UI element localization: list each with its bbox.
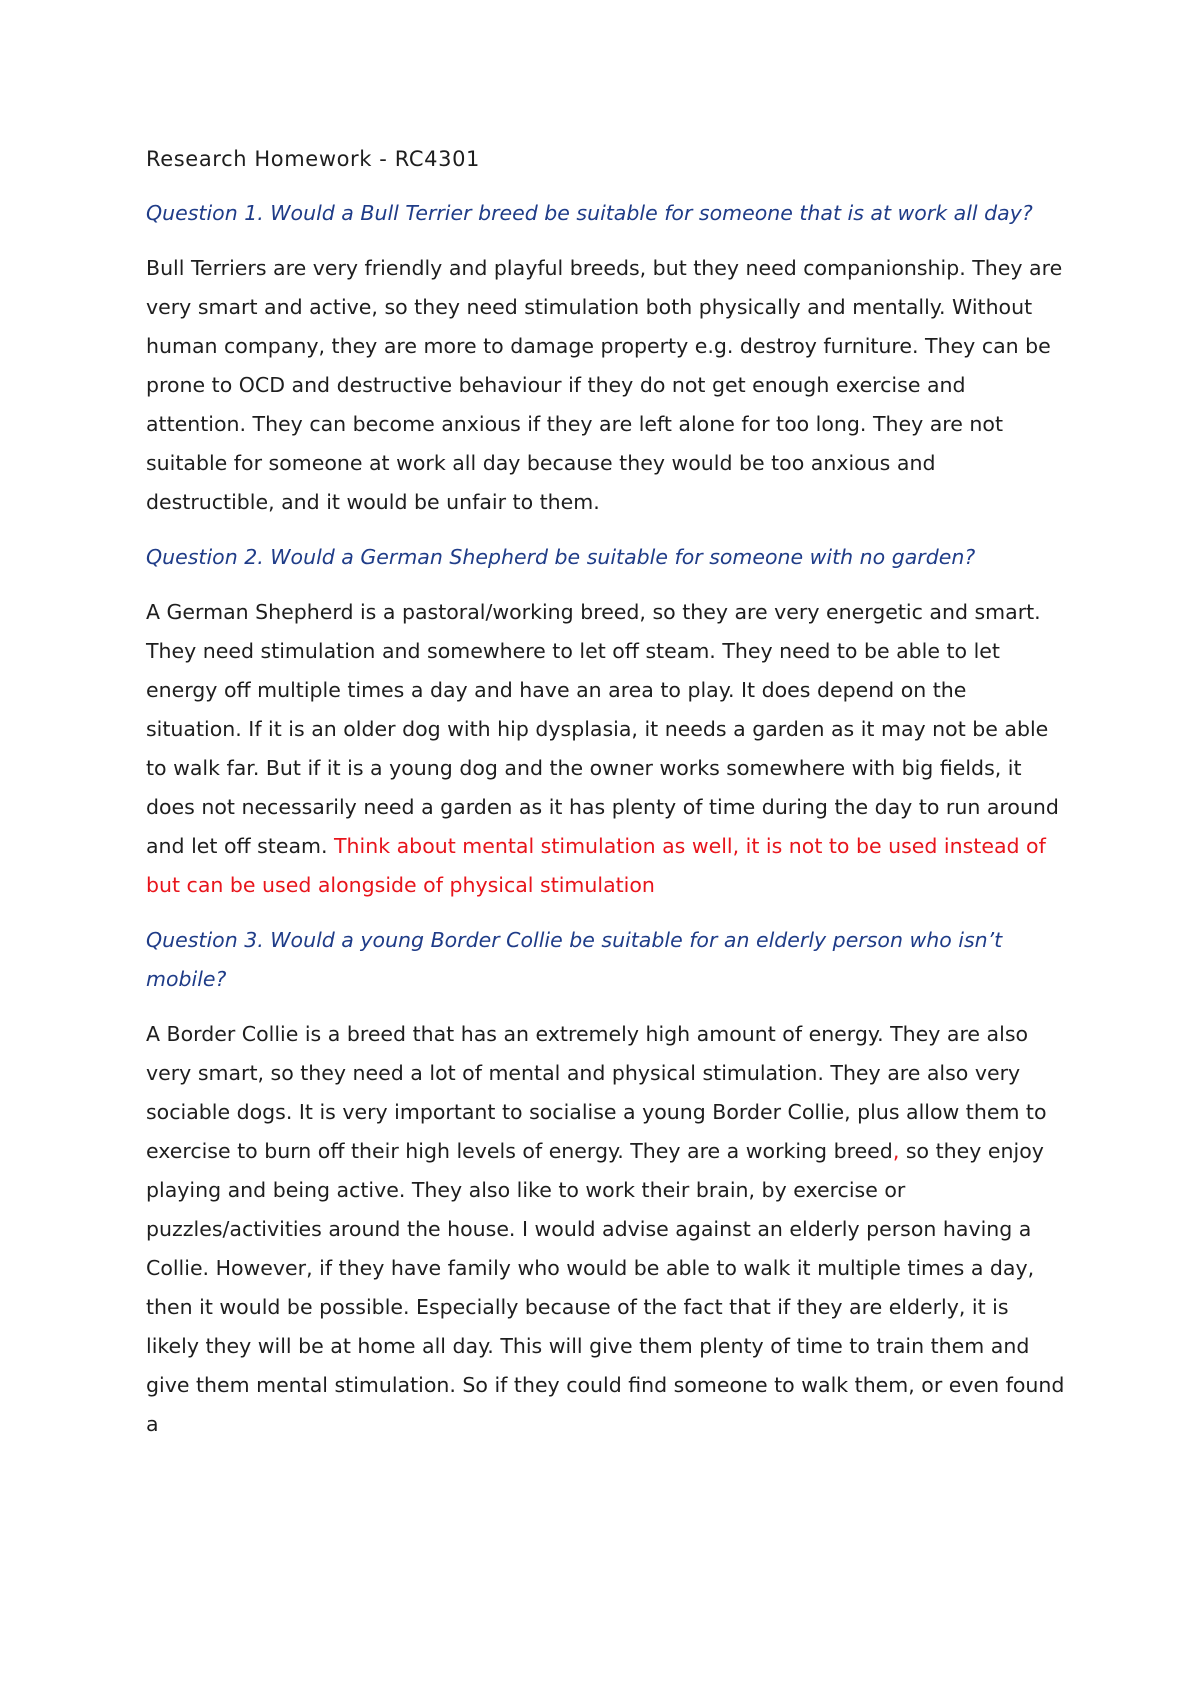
answer-1: Bull Terriers are very friendly and playful breeds, but they need companionship. They are very smart and active, so they need stimulation both physically and mentally. Without human company, they are more to damage property e.g. destroy furniture. They can be prone to OCD and destructive behaviour if they do not get enough exercise and attention. They can become anxious if they are left alone for too long. They are not suitable for someone at work all day because they would be too anxious and destructible, and it would be unfair to them. [146, 256, 1063, 514]
answer-3 [146, 1015, 1066, 1444]
teacher-feedback: Think about mental stimulation as well, it is not to be used instead of but can be used alongside of physical stimulation [146, 834, 1046, 897]
document-body [146, 140, 1066, 1460]
question-2: Question 2. Would a German Shepherd be suitable for someone with no garden? [146, 545, 976, 569]
answer-2 [146, 593, 1066, 905]
answer-2-text: A German Shepherd is a pastoral/working breed, so they are very energetic and smart. They need stimulation and somewhere to let off steam. They need to be able to let energy off multiple times a day and have an area to play. It does depend on the situation. If it is an older dog with hip dysplasia, it needs a garden as it may not be able to walk far. But if it is a young dog and the owner works somewhere with big fields, it does not necessarily need a garden as it has plenty of time during the day to run around and let off steam. [146, 600, 1059, 858]
answer-3-text-part2: so they enjoy playing and being active. They also like to work their brain, by exercise or puzzles/activities around the house. I would advise against an elderly person having a Collie. However, if they have family who would be able to walk it multiple times a day, then it would be possible. Especially because of the fact that if they are elderly, it is likely they will be at home all day. This will give them plenty of time to train them and give them mental stimulation. So if they could find someone to walk them, or even found a [146, 1139, 1065, 1436]
question-1: Question 1. Would a Bull Terrier breed be suitable for someone that is at work all day? [146, 201, 1033, 225]
question-3: Question 3. Would a young Border Collie be suitable for an elderly person who isn’t mobile? [146, 928, 1003, 991]
answer-3-text-part1: A Border Collie is a breed that has an extremely high amount of energy. They are also very smart, so they need a lot of mental and physical stimulation. They are also very sociable dogs. It is very important to socialise a young Border Collie, plus allow them to exercise to burn off their high levels of energy. They are a working breed [146, 1022, 1047, 1163]
document-title: Research Homework - RC4301 [146, 147, 481, 171]
feedback-comma: , [892, 1139, 900, 1163]
